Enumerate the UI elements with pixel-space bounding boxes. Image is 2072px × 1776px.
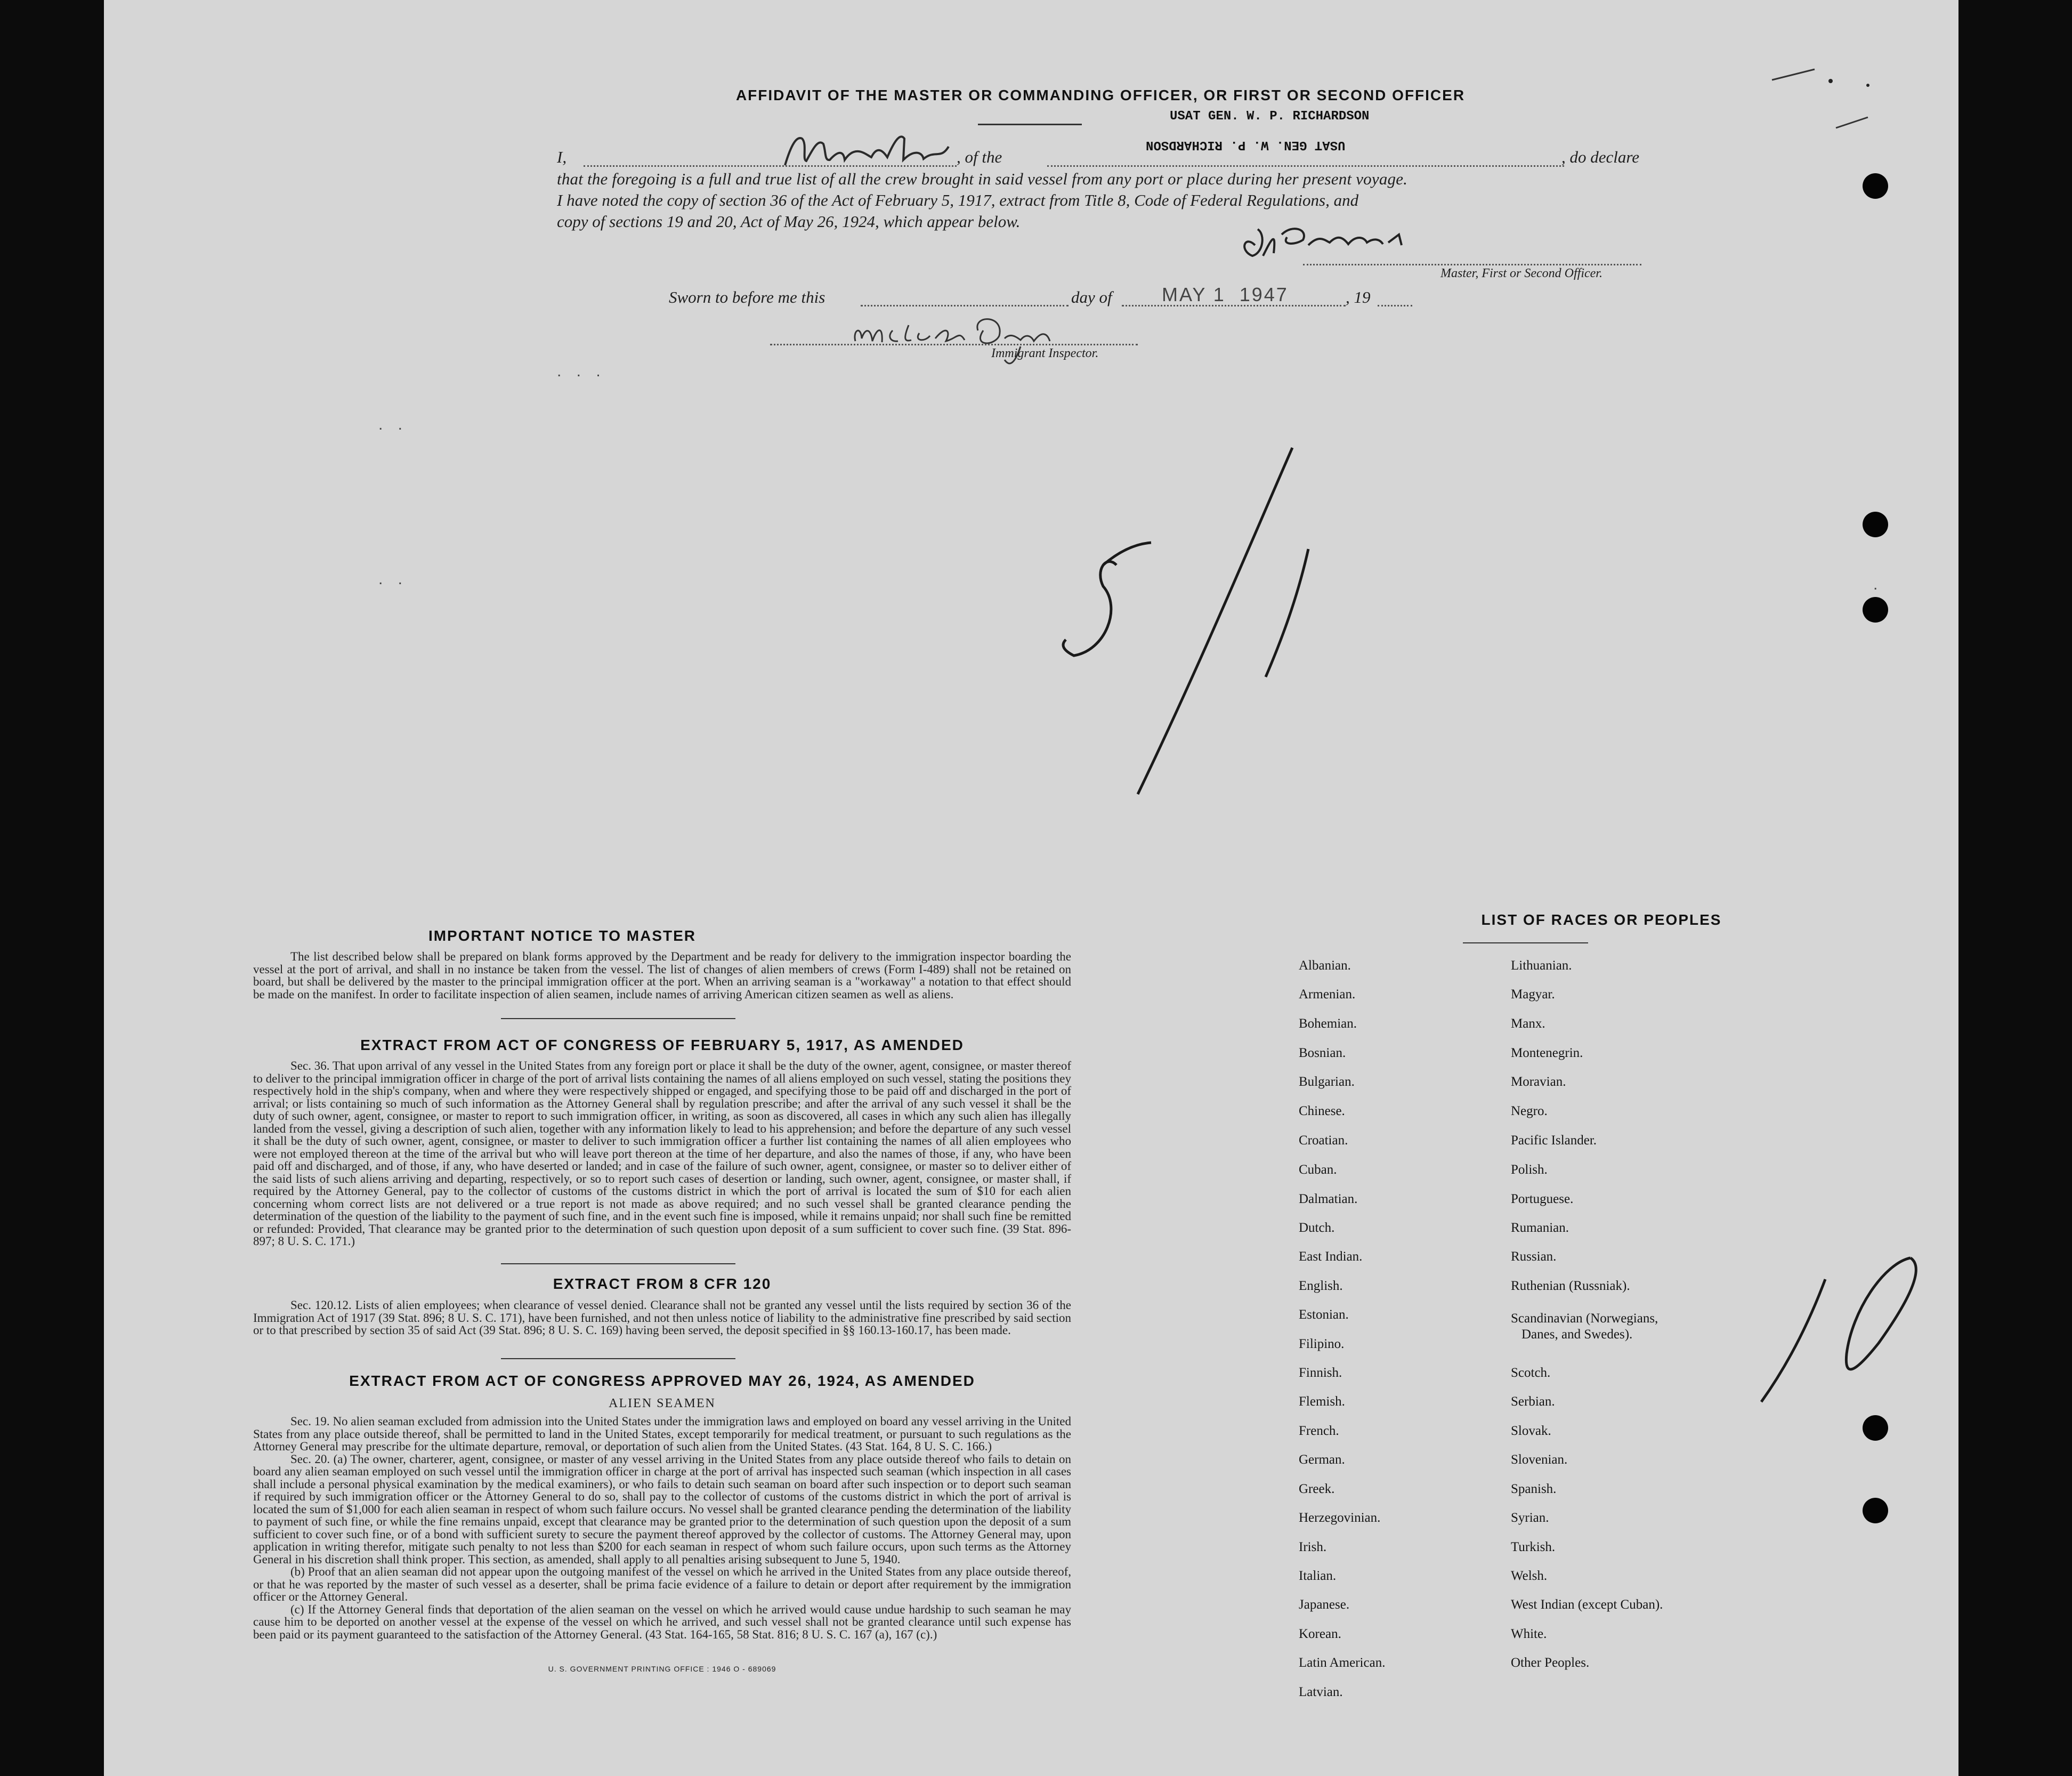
section-20b-paragraph: (b) Proof that an alien seaman did not appear upon the outgoing manifest of the vessel on which he arrived in the United States from any place outside thereof, or that he was reported by the master of such vessel as a deserter, shall be prima facie evidence of a failure to detain or deport after requirement by the immigration officer or the Attorney General.	[253, 1565, 1071, 1603]
race-item: Bosnian.	[1299, 1046, 1346, 1060]
race-item: Flemish.	[1299, 1394, 1345, 1409]
race-item: Ruthenian (Russniak).	[1511, 1279, 1630, 1293]
vessel-stamp-inverted: USAT GEN. W. P. RICHARDSON	[1146, 138, 1346, 152]
section-rule	[501, 1263, 735, 1264]
master-caption: Master, First or Second Officer.	[1440, 267, 1602, 280]
races-rule	[1463, 942, 1588, 943]
race-item: Russian.	[1511, 1249, 1557, 1264]
notice-title: IMPORTANT NOTICE TO MASTER	[428, 927, 697, 944]
signature-blank	[1303, 264, 1641, 265]
race-item: Dutch.	[1299, 1221, 1335, 1235]
bleed-dots: . . .	[557, 362, 606, 380]
handwritten-rank	[781, 128, 957, 176]
inspector-blank	[770, 344, 1138, 345]
handwritten-count	[1751, 1247, 1942, 1412]
races-title: LIST OF RACES OR PEOPLES	[1481, 911, 1722, 928]
extract-1924-subtitle: ALIEN SEAMEN	[609, 1396, 716, 1410]
date-stamp: MAY 1 1947	[1162, 284, 1289, 305]
notice-text	[253, 950, 1071, 1000]
declare-line-end: , do declare	[1561, 148, 1640, 166]
race-item: Italian.	[1299, 1569, 1337, 1583]
race-item: Korean.	[1299, 1627, 1341, 1641]
notice-paragraph: The list described below shall be prepared on blank forms approved by the Department and be ready for delivery to the immigration inspector boarding the vessel at the port of arrival, and shall in no instance be taken from the vessel. The list of changes of alien members of crews (Form I-489) shall not be retained on board, but shall be delivered by the master to the principal immigration officer at the port. When an arriving seaman is a "workaway" a notation to that effect should be made on the manifest. In order to facilitate inspection of alien seamen, include names of arriving American citizen seamen as well as aliens.	[253, 950, 1071, 1001]
extract-1917-paragraph: Sec. 36. That upon arrival of any vessel in the United States from any foreign port or place it shall be the duty of the owner, agent, consignee, or master thereof to deliver to the principal immigration officer in charge of the port of arrival lists containing the names of all aliens employed on such vessel, stating the positions they respectively hold in the ship's company, when and where they were respectively shipped or engaged, and specifying those to be paid off and discharged in the port of arrival; or lists containing so much of such information as the Attorney General shall by regulation prescribe; and after the arrival of any such vessel it shall be the duty of such owner, agent, consignee, or master to report to such immigration officer, in writing, as soon as discovered, all cases in which any such alien has illegally landed from the vessel, giving a description of such alien, together with any information likely to lead to his apprehension; and before the departure of any such vessel it shall be the duty of such owner, agent, consignee, or master to deliver to such immigration officer a further list containing the names of all alien employees who were not employed thereon at the time of the arrival but who will leave port thereon at the time of her departure, and also the names of those, if any, who have been paid off and discharged, and of those, if any, who have deserted or landed; and in case of the failure of such owner, agent, consignee, or master so to deliver either of the said lists of such aliens arriving and departing, respectively, or so to report such cases of desertion or landing, such owner, agent, consignee, or master shall, if required by the Attorney General, pay to the collector of customs of the customs district in which the port of arrival is located the sum of $10 for each alien concerning whom correct lists are not delivered or a true report is not made as above required; and no such vessel shall be granted clearance pending the determination of the question of the liability to the payment of such fine, and in the event such fine is imposed, while it remains unpaid; nor shall such fine be remitted or refunded: Provided, That clearance may be granted prior to the determination of such question upon deposit of a sum sufficient to cover such fine. (39 Stat. 896-897; 8 U. S. C. 171.)	[253, 1059, 1071, 1248]
binder-hole	[1863, 1498, 1888, 1523]
binder-hole	[1863, 512, 1888, 537]
section-rule	[501, 1358, 735, 1359]
extract-1924-title: EXTRACT FROM ACT OF CONGRESS APPROVED MAY 26, 1924, AS AMENDED	[349, 1373, 975, 1389]
race-item: East Indian.	[1299, 1249, 1363, 1264]
race-item: Cuban.	[1299, 1163, 1337, 1177]
race-item: Rumanian.	[1511, 1221, 1569, 1235]
year-prefix: , 19	[1346, 288, 1371, 306]
handwritten-number	[1010, 437, 1356, 800]
section-20c-paragraph: (c) If the Attorney General finds that deportation of the alien seaman on the vessel on which he arrived would cause undue hardship to such seaman he may cause him to be deported on another vessel at the expense of the vessel on which he arrived, and such vessel shall not be granted clearance until such expense has been paid or its payment guaranteed to the satisfaction of the Attorney General. (43 Stat. 164-165, 58 Stat. 816; 8 U. S. C. 167 (a), 167 (c).)	[253, 1602, 1071, 1641]
race-item: Filipino.	[1299, 1337, 1345, 1351]
race-item: Negro.	[1511, 1104, 1548, 1118]
race-item: Irish.	[1299, 1540, 1327, 1554]
race-item: Finnish.	[1299, 1366, 1342, 1380]
race-item: Croatian.	[1299, 1133, 1348, 1148]
extract-cfr-text	[253, 1299, 1071, 1337]
race-item: Magyar.	[1511, 987, 1555, 1002]
race-item: Chinese.	[1299, 1104, 1345, 1118]
sworn-label: Sworn to before me this	[669, 288, 825, 306]
scan-marks	[1729, 48, 1953, 155]
bleed-dots: .	[1873, 576, 1883, 593]
race-item: Syrian.	[1511, 1511, 1549, 1525]
race-item: Latvian.	[1299, 1685, 1343, 1699]
extract-1917-text	[253, 1060, 1071, 1248]
race-item: Dalmatian.	[1299, 1192, 1358, 1206]
race-item: German.	[1299, 1452, 1345, 1467]
race-item: Armenian.	[1299, 987, 1356, 1002]
race-item: Portuguese.	[1511, 1192, 1574, 1206]
master-signature	[1223, 213, 1532, 272]
vessel-blank	[1047, 165, 1564, 167]
race-item: Pacific Islander.	[1511, 1133, 1597, 1148]
race-item: Japanese.	[1299, 1597, 1350, 1612]
race-item: Slovenian.	[1511, 1452, 1568, 1467]
binder-hole	[1863, 173, 1888, 199]
race-item: Polish.	[1511, 1163, 1548, 1177]
race-item: Bulgarian.	[1299, 1075, 1355, 1089]
extract-cfr-title: EXTRACT FROM 8 CFR 120	[553, 1276, 772, 1292]
day-of-label: day of	[1071, 288, 1112, 306]
race-item: Herzegovinian.	[1299, 1511, 1381, 1525]
race-item: Danes, and Swedes).	[1521, 1327, 1633, 1342]
race-item: Manx.	[1511, 1016, 1545, 1031]
race-item: Serbian.	[1511, 1394, 1555, 1409]
race-item: English.	[1299, 1279, 1343, 1293]
extract-1924-text	[253, 1415, 1071, 1641]
section-20a-paragraph: Sec. 20. (a) The owner, charterer, agent, consignee, or master of any vessel arriving in the United States from any place outside thereof who fails to detain on board any alien seaman employed on such vessel until the immigration officer in charge at the port of arrival has inspected such seaman (which inspection in all cases shall include a personal physical examination by the medical examiners), or who fails to detain such seaman on board after such inspection or to deport such seaman if required by such immigration officer or the Attorney General to do so, shall pay to the collector of customs of the customs district in which the port of arrival is located the sum of $1,000 for each alien seaman in respect of whom such failure occurs. No vessel shall be granted clearance pending the determination of the liability to payment of such fine, or while the fine remains unpaid, except that clearance may be granted prior to the determination of such question upon the deposit of a sum sufficient to cover such fine, or of a bond with sufficient surety to secure the payment thereof approved by the collector of customs. The Attorney General may, upon application in writing therefor, mitigate such penalty to not less than $200 for each seaman in respect of whom such failure occurs, upon such terms as the Attorney General in his discretion shall think proper. This section, as amended, shall apply to all penalties arising subsequent to June 5, 1940.	[253, 1452, 1071, 1566]
section-19-paragraph: Sec. 19. No alien seaman excluded from admission into the United States under the immigration laws and employed on board any vessel arriving in the United States from any place outside thereof, shall be permitted to land in the United States, except temporarily for medical treatment, or pursuant to such regulations as the Attorney General may prescribe for the ultimate departure, removal, or deportation of such alien from the United States. (43 Stat. 164, 8 U. S. C. 166.)	[253, 1415, 1071, 1453]
declare-line-start: I,	[557, 148, 567, 166]
vessel-stamp: USAT GEN. W. P. RICHARDSON	[1170, 109, 1370, 124]
inspector-caption: Immigrant Inspector.	[991, 346, 1099, 360]
race-item: French.	[1299, 1424, 1339, 1438]
race-item: Spanish.	[1511, 1482, 1557, 1496]
race-item: White.	[1511, 1627, 1547, 1641]
bleed-dots: . .	[378, 416, 408, 433]
race-item: Lithuanian.	[1511, 958, 1572, 973]
race-item: Latin American.	[1299, 1656, 1386, 1670]
race-item: Moravian.	[1511, 1075, 1566, 1089]
race-item: West Indian (except Cuban).	[1511, 1597, 1663, 1612]
race-item: Scandinavian (Norwegians,	[1511, 1311, 1658, 1326]
race-item: Scotch.	[1511, 1366, 1551, 1380]
race-item: Albanian.	[1299, 958, 1351, 973]
race-item: Turkish.	[1511, 1540, 1556, 1554]
race-item: Montenegrin.	[1511, 1046, 1583, 1060]
sworn-day-blank	[861, 305, 1069, 306]
race-item: Welsh.	[1511, 1569, 1548, 1583]
section-rule	[501, 1018, 735, 1019]
race-item: Greek.	[1299, 1482, 1335, 1496]
race-item: Bohemian.	[1299, 1016, 1357, 1031]
affidavit-body-line: copy of sections 19 and 20, Act of May 26, 1924, which appear below.	[557, 212, 1021, 231]
affidavit-body-line: I have noted the copy of section 36 of the Act of February 5, 1917, extract from Title 8, Code of Federal Regulations, and	[557, 191, 1359, 209]
race-item: Other Peoples.	[1511, 1656, 1590, 1670]
binder-hole	[1863, 597, 1888, 623]
document-page	[104, 0, 1958, 1776]
bleed-dots: . .	[378, 570, 408, 588]
printer-imprint: U. S. GOVERNMENT PRINTING OFFICE : 1946 O - 689069	[548, 1665, 776, 1673]
affidavit-title: AFFIDAVIT OF THE MASTER OR COMMANDING OFFICER, OR FIRST OR SECOND OFFICER	[735, 87, 1466, 103]
race-item: Slovak.	[1511, 1424, 1551, 1438]
year-blank	[1378, 305, 1412, 306]
title-rule	[978, 124, 1082, 125]
affidavit-body-line: that the foregoing is a full and true list of all the crew brought in said vessel from any port or place during her present voyage.	[557, 169, 1408, 188]
extract-1917-title: EXTRACT FROM ACT OF CONGRESS OF FEBRUARY 5, 1917, AS AMENDED	[360, 1037, 964, 1053]
extract-cfr-paragraph: Sec. 120.12. Lists of alien employees; when clearance of vessel denied. Clearance shall not be granted any vessel until the lists required by section 36 of the Immigration Act of 1917 (39 Stat. 896; 8 U. S. C. 171), have been furnished, and not then unless notice of liability to the administrative fine prescribed by said section or to that prescribed by section 35 of said Act (39 Stat. 896; 8 U. S. C. 169) having been served, the deposit specified in §§ 160.13-160.17, has been made.	[253, 1298, 1071, 1337]
race-item: Estonian.	[1299, 1307, 1349, 1322]
of-the-label: , of the	[957, 148, 1002, 166]
binder-hole	[1863, 1415, 1888, 1441]
